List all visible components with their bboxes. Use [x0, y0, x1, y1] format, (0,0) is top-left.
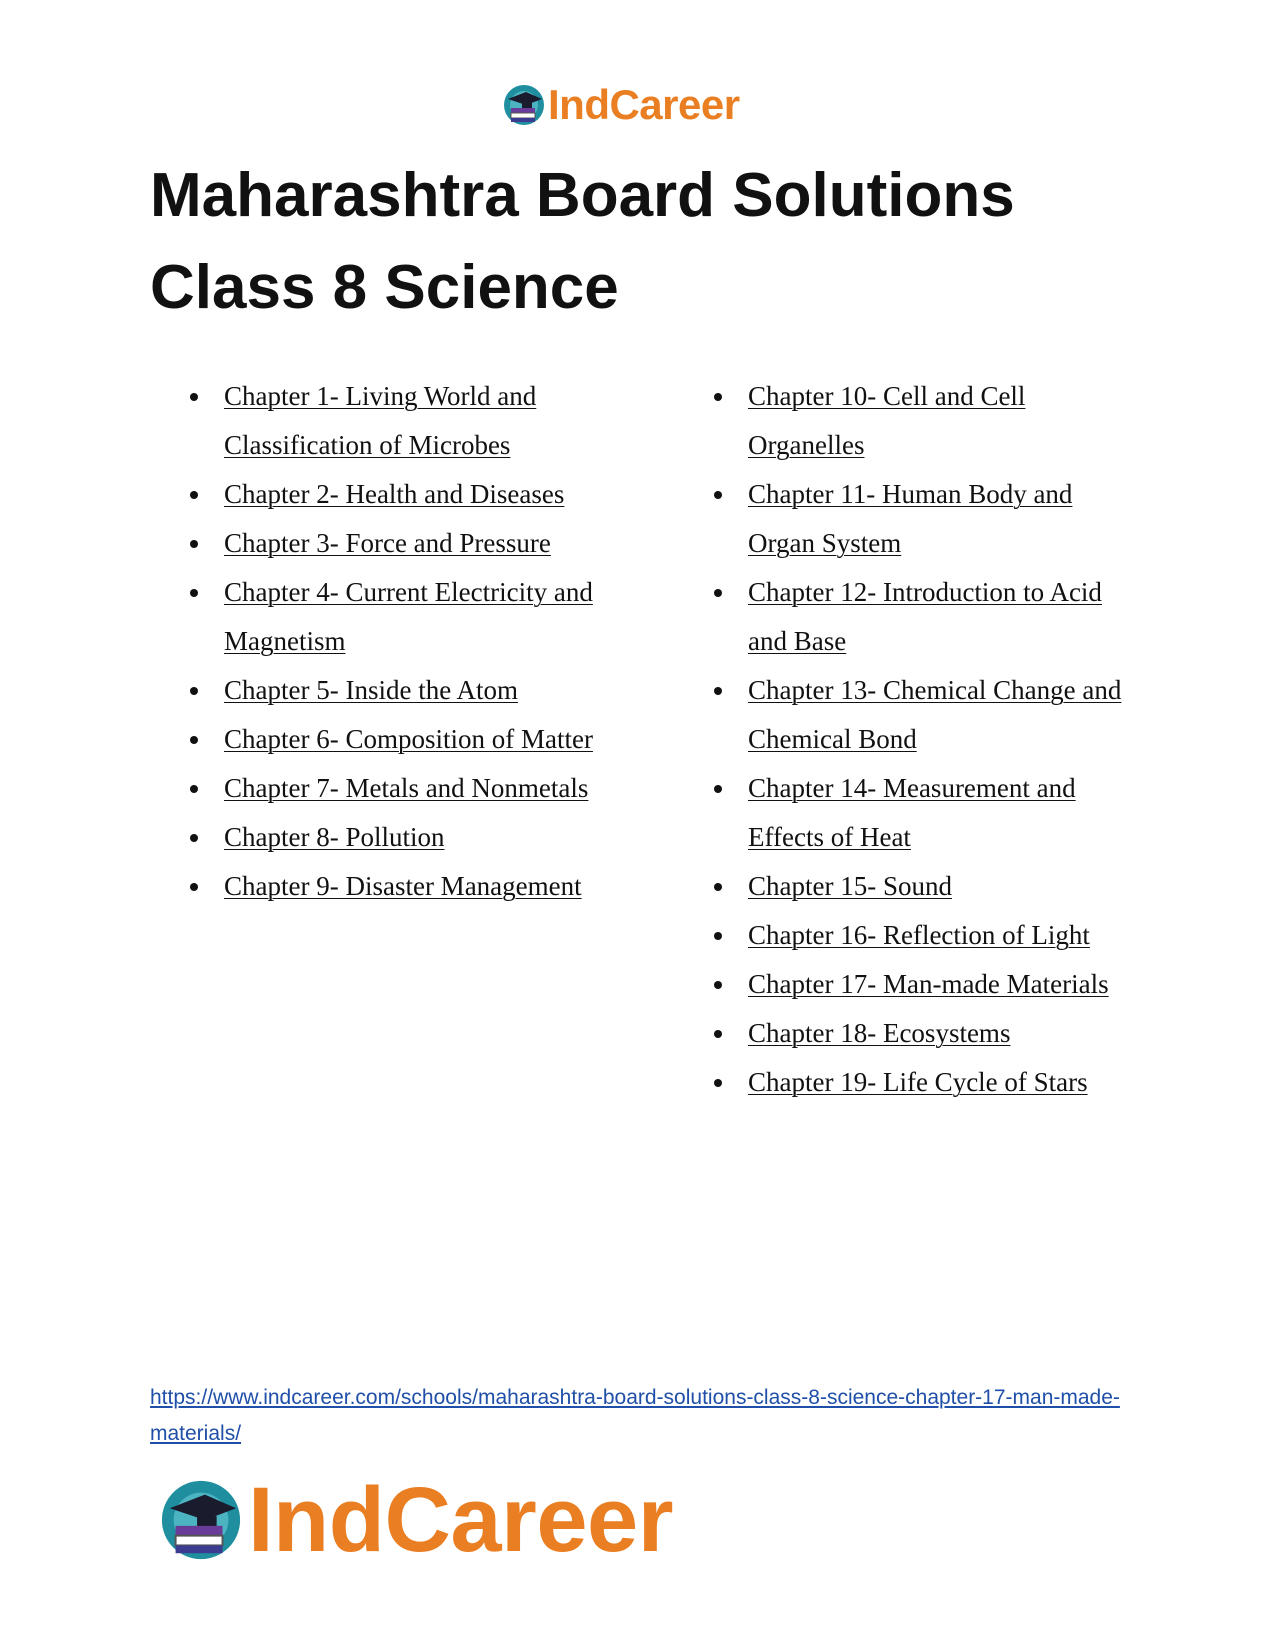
list-item — [224, 372, 624, 470]
chapter-link[interactable]: Chapter 15- Sound — [748, 871, 952, 901]
title-line-2: Class 8 Science — [150, 253, 619, 322]
graduate-book-icon — [158, 1477, 244, 1563]
list-item — [224, 568, 624, 666]
chapter-link[interactable]: Chapter 11- Human Body and Organ System — [748, 479, 1073, 558]
list-item — [748, 372, 1138, 470]
chapter-link[interactable]: Chapter 6- Composition of Matter — [224, 724, 593, 754]
list-item — [224, 862, 624, 911]
list-item — [748, 764, 1138, 862]
chapter-link[interactable]: Chapter 12- Introduction to Acid and Base — [748, 577, 1102, 656]
chapter-link[interactable]: Chapter 13- Chemical Change and Chemical Bond — [748, 675, 1122, 754]
chapter-link[interactable]: Chapter 14- Measurement and Effects of Heat — [748, 773, 1076, 852]
chapter-link[interactable]: Chapter 10- Cell and Cell Organelles — [748, 381, 1026, 460]
list-item — [224, 519, 624, 568]
chapter-link[interactable]: Chapter 2- Health and Diseases — [224, 479, 565, 509]
list-item — [748, 666, 1138, 764]
chapter-link[interactable]: Chapter 5- Inside the Atom — [224, 675, 518, 705]
source-url-link[interactable]: https://www.indcareer.com/schools/maharashtra-board-solutions-class-8-science-chapter-17-man-made-materials/ — [150, 1386, 1120, 1445]
title-line-1: Maharashtra Board Solutions — [150, 161, 1015, 230]
list-item — [224, 715, 624, 764]
brand-name: IndCareer — [248, 1469, 673, 1571]
chapter-link[interactable]: Chapter 1- Living World and Classification of Microbes — [224, 381, 537, 460]
graduate-book-icon — [502, 83, 546, 127]
list-item — [748, 1009, 1138, 1058]
footer-logo — [158, 1470, 673, 1570]
list-item — [748, 1058, 1138, 1107]
chapter-link[interactable]: Chapter 4- Current Electricity and Magnetism — [224, 577, 593, 656]
list-item — [224, 813, 624, 862]
list-item — [224, 470, 624, 519]
chapter-link[interactable]: Chapter 3- Force and Pressure — [224, 528, 551, 558]
chapter-link[interactable]: Chapter 7- Metals and Nonmetals — [224, 773, 589, 803]
list-item — [748, 568, 1138, 666]
chapter-link[interactable]: Chapter 19- Life Cycle of Stars — [748, 1067, 1088, 1097]
list-item — [748, 960, 1138, 1009]
chapter-link[interactable]: Chapter 16- Reflection of Light — [748, 920, 1090, 950]
chapter-list-left — [224, 372, 624, 911]
chapter-link[interactable]: Chapter 9- Disaster Management — [224, 871, 582, 901]
list-item — [748, 862, 1138, 911]
page-title — [150, 150, 1150, 334]
list-item — [748, 911, 1138, 960]
brand-name: IndCareer — [548, 81, 740, 128]
list-item — [224, 764, 624, 813]
chapter-link[interactable]: Chapter 17- Man-made Materials — [748, 969, 1109, 999]
chapter-link[interactable]: Chapter 18- Ecosystems — [748, 1018, 1011, 1048]
chapter-link[interactable]: Chapter 8- Pollution — [224, 822, 445, 852]
header-logo — [502, 80, 740, 130]
list-item — [224, 666, 624, 715]
chapter-list-right — [748, 372, 1138, 1107]
list-item — [748, 470, 1138, 568]
